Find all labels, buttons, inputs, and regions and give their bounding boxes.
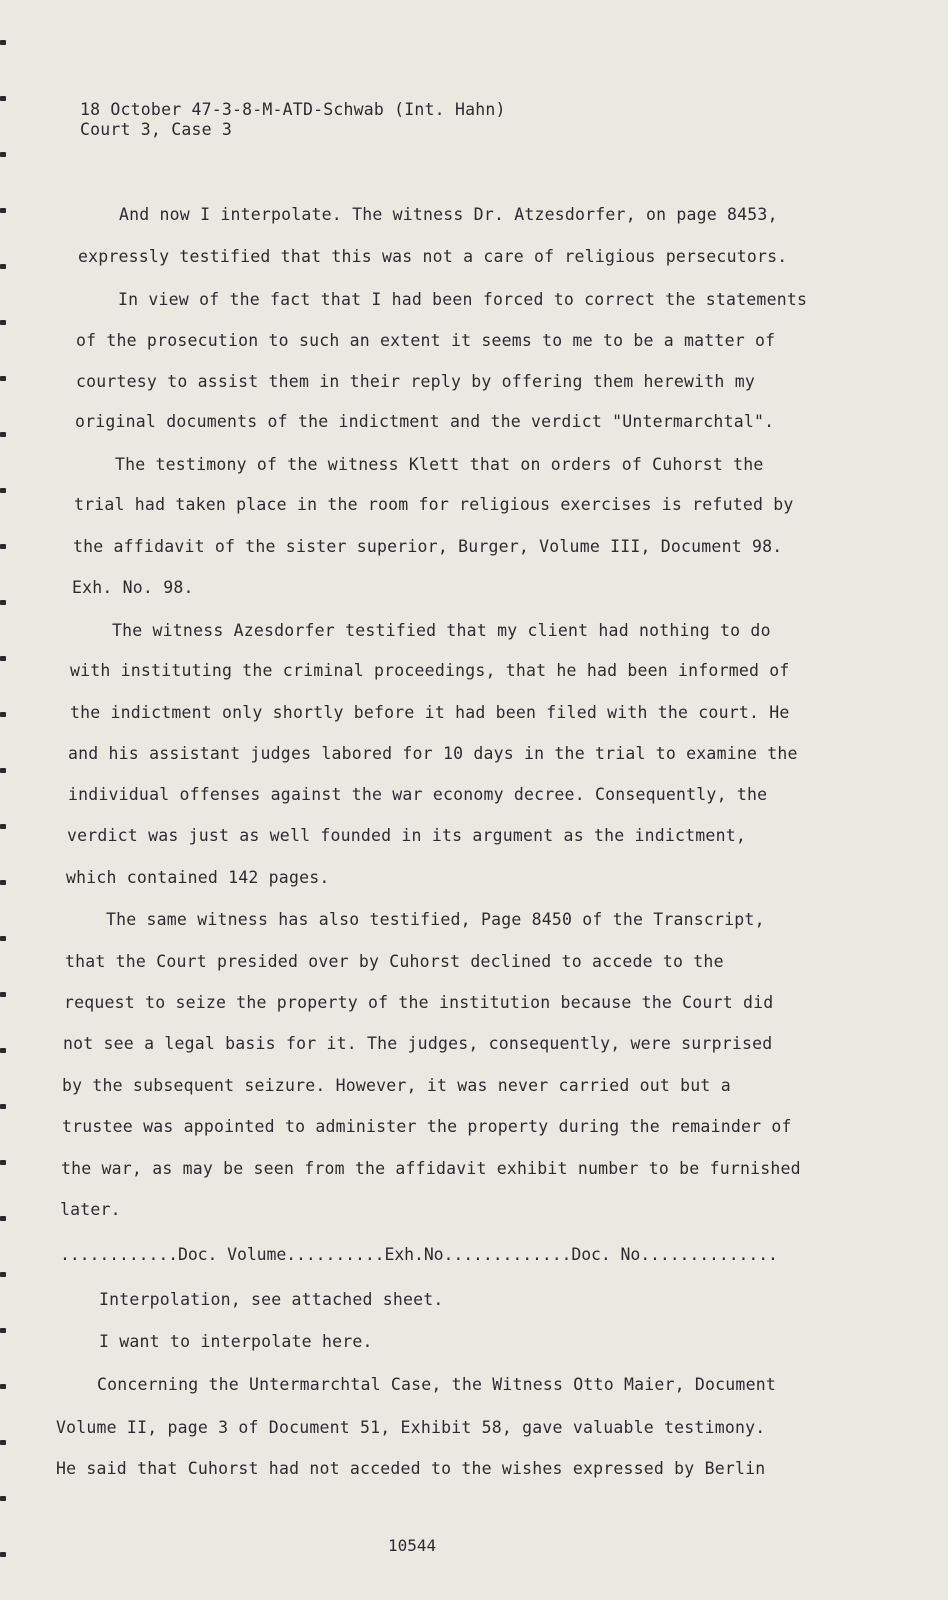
text-line: In view of the fact that I had been forced to correct the statements bbox=[118, 290, 808, 309]
text-line: courtesy to assist them in their reply by offering them herewith my bbox=[76, 372, 755, 391]
text-line: expressly testified that this was not a care of religious persecutors. bbox=[78, 247, 788, 266]
text-line: verdict was just as well founded in its argument as the indictment, bbox=[67, 826, 746, 845]
text-line: original documents of the indictment and the verdict "Untermarchtal". bbox=[75, 412, 775, 431]
text-line: Volume II, page 3 of Document 51, Exhibit 58, gave valuable testimony. bbox=[56, 1418, 766, 1437]
text-line: The witness Azesdorfer testified that my client had nothing to do bbox=[112, 621, 771, 640]
text-line: trial had taken place in the room for religious exercises is refuted by bbox=[74, 495, 794, 514]
text-line: of the prosecution to such an extent it seems to me to be a matter of bbox=[76, 331, 776, 350]
text-line: The testimony of the witness Klett that on orders of Cuhorst the bbox=[115, 455, 764, 474]
page-number: 10544 bbox=[388, 1536, 437, 1555]
text-line: And now I interpolate. The witness Dr. Atzesdorfer, on page 8453, bbox=[119, 205, 778, 224]
text-line: the war, as may be seen from the affidavit exhibit number to be furnished bbox=[61, 1159, 801, 1178]
text-line: I want to interpolate here. bbox=[99, 1332, 373, 1351]
text-line: request to seize the property of the institution because the Court did bbox=[64, 993, 774, 1012]
text-line: The same witness has also testified, Page 8450 of the Transcript, bbox=[106, 910, 765, 929]
text-line: Interpolation, see attached sheet. bbox=[99, 1290, 444, 1309]
text-line: trustee was appointed to administer the property during the remainder of bbox=[62, 1117, 792, 1136]
text-line: later. bbox=[60, 1200, 121, 1219]
text-line: by the subsequent seizure. However, it was never carried out but a bbox=[62, 1076, 731, 1095]
binding-edge bbox=[0, 0, 10, 1600]
text-line: Concerning the Untermarchtal Case, the Witness Otto Maier, Document bbox=[97, 1375, 776, 1394]
text-line: He said that Cuhorst had not acceded to the wishes expressed by Berlin bbox=[56, 1459, 766, 1478]
text-line: that the Court presided over by Cuhorst declined to accede to the bbox=[65, 952, 724, 971]
text-line: with instituting the criminal proceedings, that he had been informed of bbox=[70, 661, 790, 680]
reference-line: ............Doc. Volume..........Exh.No.............Doc. No.............. bbox=[60, 1245, 778, 1264]
text-line: individual offenses against the war economy decree. Consequently, the bbox=[68, 785, 768, 804]
text-line: and his assistant judges labored for 10 days in the trial to examine the bbox=[68, 744, 798, 763]
header-line-1: 18 October 47-3-8-M-ATD-Schwab (Int. Hahn) bbox=[80, 100, 506, 119]
text-line: which contained 142 pages. bbox=[66, 868, 330, 887]
text-line: Exh. No. 98. bbox=[72, 578, 194, 597]
header-line-2: Court 3, Case 3 bbox=[80, 120, 233, 139]
text-line: not see a legal basis for it. The judges, consequently, were surprised bbox=[63, 1034, 773, 1053]
text-line: the affidavit of the sister superior, Burger, Volume III, Document 98. bbox=[73, 537, 783, 556]
text-line: the indictment only shortly before it had been filed with the court. He bbox=[70, 703, 790, 722]
